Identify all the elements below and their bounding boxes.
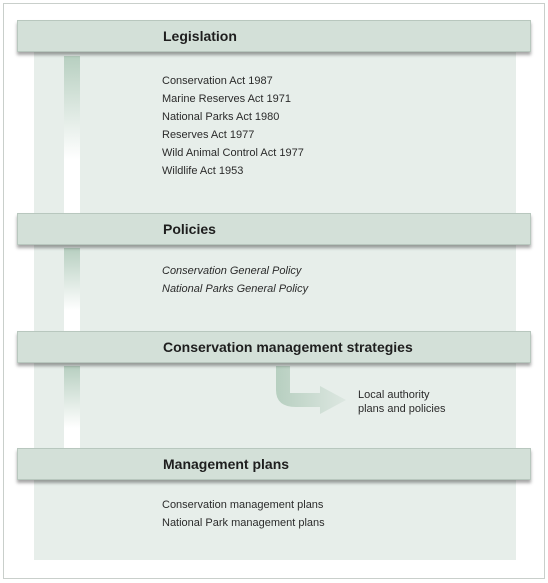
down-right-arrow-icon (276, 366, 346, 414)
local-authority-output (358, 388, 445, 416)
legislation-list (162, 72, 304, 180)
list-item: National Parks General Policy (162, 283, 309, 295)
list-item: Conservation Act 1987 (162, 75, 273, 87)
list-item: Conservation management plans (162, 499, 324, 511)
list-item: Reserves Act 1977 (162, 129, 255, 141)
stage-management-plans (17, 448, 531, 480)
stage-legislation (17, 20, 531, 52)
list-item: Wildlife Act 1953 (162, 165, 244, 177)
list-item: Conservation General Policy (162, 265, 302, 277)
stage-title: Policies (163, 221, 216, 237)
output-line: Local authority (358, 389, 430, 401)
management-plan-list (162, 496, 325, 532)
stage-policies (17, 213, 531, 245)
policy-list (162, 262, 308, 298)
output-line: plans and policies (358, 403, 446, 415)
list-item: National Park management plans (162, 517, 325, 529)
stage-title: Legislation (163, 28, 237, 44)
list-item: Wild Animal Control Act 1977 (162, 147, 304, 159)
list-item: Marine Reserves Act 1971 (162, 93, 292, 105)
stage-strategies (17, 331, 531, 363)
stage-title: Management plans (163, 456, 290, 472)
list-item: National Parks Act 1980 (162, 111, 280, 123)
stage-title: Conservation management strategies (163, 339, 413, 355)
